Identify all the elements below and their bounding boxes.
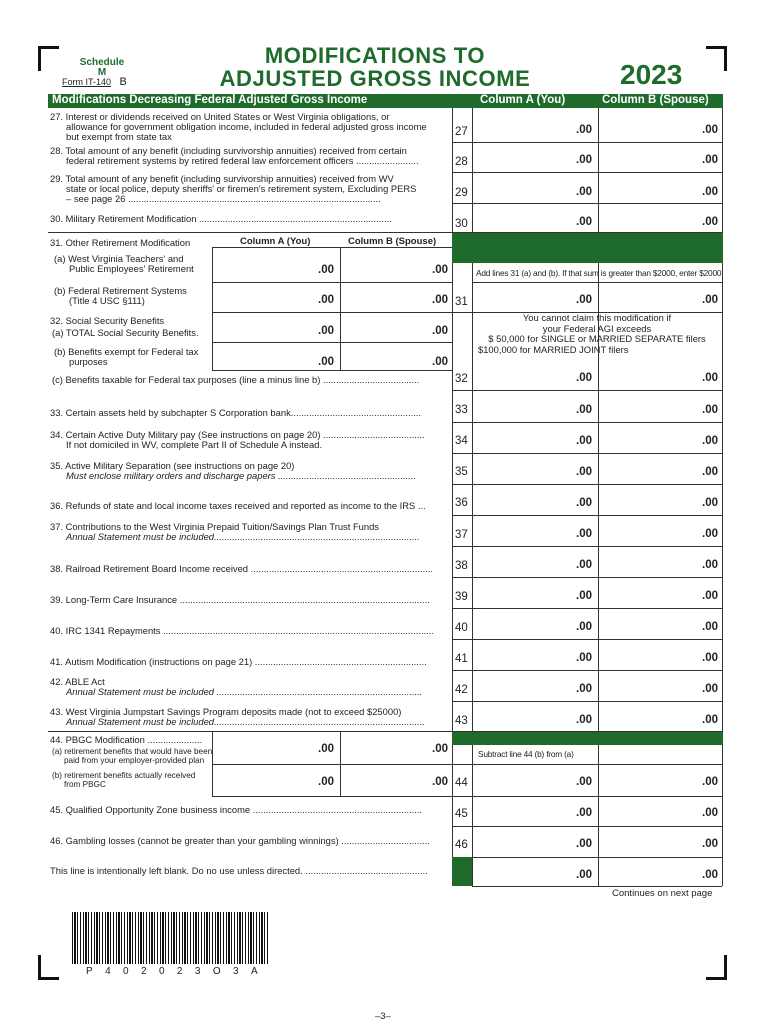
- line-33-text: 33. Certain assets held by subchapter S Corporation bank..................................................: [50, 408, 421, 418]
- line-35-text: [50, 461, 448, 481]
- line-36-col-a[interactable]: .00: [576, 497, 592, 509]
- line-44-col-a[interactable]: .00: [576, 776, 592, 788]
- line-27-col-a[interactable]: .00: [576, 124, 592, 136]
- line-42-text-2: Annual Statement must be included ...............................................................................: [66, 687, 423, 697]
- line-32-box-mid-rule: [212, 342, 452, 343]
- line-32-box-left: [212, 312, 213, 370]
- schedule-label: Schedule: [79, 57, 125, 68]
- line-31a-text-2: Public Employees' Retirement: [69, 263, 194, 274]
- line-30-col-a[interactable]: .00: [576, 216, 592, 228]
- rule-35: [452, 484, 722, 485]
- line-39-col-b[interactable]: .00: [702, 590, 718, 602]
- line-37-text: [50, 522, 448, 542]
- line-31-text: 31. Other Retirement Modification: [50, 237, 191, 248]
- line-31a-text: [54, 254, 194, 274]
- line-32-text: 32. Social Security Benefits: [50, 315, 165, 326]
- page-title: [200, 44, 550, 90]
- line-34-col-b[interactable]: .00: [702, 435, 718, 447]
- line-30-text: 30. Military Retirement Modification ..........................................................................: [50, 214, 392, 224]
- line-42-text: [50, 677, 448, 697]
- line-43-col-a[interactable]: .00: [576, 714, 592, 726]
- rule-36: [452, 515, 722, 516]
- rule-45: [452, 826, 722, 827]
- line-30-col-b[interactable]: .00: [702, 216, 718, 228]
- line-34-text-2: If not domiciled in WV, complete Part II of Schedule A instead.: [66, 439, 323, 450]
- line-32b-text-1: (b) Benefits exempt for Federal tax: [54, 346, 199, 357]
- line-31a-text-1: (a) West Virginia Teachers' and: [54, 253, 184, 264]
- corner-mark-bottom-right: [706, 955, 727, 980]
- line-37-col-a[interactable]: .00: [576, 528, 592, 540]
- line-34-number: 34: [455, 435, 468, 447]
- rule-42: [452, 701, 722, 702]
- blank-line-text: This line is intentionally left blank. Do no use unless directed. ...............................................: [50, 866, 428, 876]
- line-34-text: [50, 430, 448, 450]
- line-42-col-b[interactable]: .00: [702, 683, 718, 695]
- line-28-col-b[interactable]: .00: [702, 154, 718, 166]
- line-34-text-1: 34. Certain Active Duty Military pay (See instructions on page 20) .......................................: [50, 430, 425, 440]
- line-32-note-4: $100,000 for MARRIED JOINT filers: [478, 343, 629, 355]
- line-40-col-a[interactable]: .00: [576, 621, 592, 633]
- line-37-number: 37: [455, 529, 468, 541]
- section-title: Modifications Decreasing Federal Adjusted Gross Income: [52, 94, 368, 106]
- rule-37: [452, 546, 722, 547]
- rule-39: [452, 608, 722, 609]
- line-44-col-b[interactable]: .00: [702, 776, 718, 788]
- line-32-note-2: your Federal AGI exceeds: [542, 322, 652, 334]
- line-37-col-b[interactable]: .00: [702, 528, 718, 540]
- line-40-number: 40: [455, 622, 468, 634]
- line-46-col-a[interactable]: .00: [576, 838, 592, 850]
- line-44a-col-b[interactable]: .00: [432, 743, 448, 755]
- page-number: –3–: [375, 1011, 391, 1022]
- line-31b-col-a[interactable]: .00: [318, 294, 334, 306]
- line-39-col-a[interactable]: .00: [576, 590, 592, 602]
- divider-column-a: [472, 108, 473, 886]
- b-label: B: [119, 76, 127, 88]
- line-31-note-rule: [472, 282, 722, 283]
- line-32-note-1: You cannot claim this modification if: [522, 312, 672, 323]
- line-31b-col-b[interactable]: .00: [432, 294, 448, 306]
- line-27-text: [50, 112, 450, 142]
- line-44b-text-2: from PBGC: [64, 780, 106, 789]
- divider-right-edge: [722, 108, 723, 886]
- line-27-text-2: allowance for government obligation income, included in federal adjusted gross income: [66, 121, 427, 132]
- line-31b-text: [54, 286, 187, 306]
- line-44-green-block: [452, 732, 723, 745]
- line-44b-text-1: (b) retirement benefits actually received: [52, 771, 196, 780]
- rule-28: [452, 172, 722, 173]
- line-31-col-a-header: Column A (You): [240, 236, 311, 247]
- line-31-box-top: [212, 247, 452, 248]
- line-32-box-mid: [340, 312, 341, 370]
- line-31-note: Add lines 31 (a) and (b). If that sum is greater than $2000, enter $2000: [476, 268, 722, 278]
- line-32b-text: [54, 347, 198, 367]
- blank-line-green-block: [452, 857, 472, 886]
- line-28-text: [50, 146, 450, 166]
- barcode: [72, 912, 268, 964]
- rule-44: [212, 796, 722, 797]
- line-44a-text: [52, 747, 212, 765]
- line-33-col-a[interactable]: .00: [576, 404, 592, 416]
- line-39-number: 39: [455, 591, 468, 603]
- rule-46: [452, 857, 722, 858]
- line-32-number: 32: [455, 373, 468, 385]
- line-44-note: Subtract line 44 (b) from (a): [478, 749, 574, 759]
- rule-32: [452, 390, 722, 391]
- section-header-bar: [48, 94, 723, 108]
- line-44-text: 44. PBGC Modification .....................: [50, 734, 203, 745]
- line-31-col-b[interactable]: .00: [702, 294, 718, 306]
- divider-line-number: [452, 108, 453, 886]
- line-35-text-2: Must enclose military orders and discharge papers .....................................................: [66, 471, 417, 481]
- line-35-col-b[interactable]: .00: [702, 466, 718, 478]
- line-28-text-2: federal retirement systems by retired federal law enforcement officers ........................: [66, 155, 419, 166]
- line-32a-col-b[interactable]: .00: [432, 325, 448, 337]
- line-44a-text-1: (a) retirement benefits that would have been: [52, 747, 213, 756]
- line-32b-text-2: purposes: [69, 356, 108, 367]
- line-35-number: 35: [455, 466, 468, 478]
- line-40-text: 40. IRC 1341 Repayments ........................................................................................................: [50, 626, 434, 636]
- line-37-text-1: 37. Contributions to the West Virginia Prepaid Tuition/Savings Plan Trust Funds: [50, 521, 379, 532]
- divider-column-b: [598, 108, 599, 886]
- line-37-text-2: Annual Statement must be included...............................................................................: [66, 532, 420, 542]
- line-36-number: 36: [455, 497, 468, 509]
- line-45-col-b[interactable]: .00: [702, 807, 718, 819]
- line-32b-col-b[interactable]: .00: [432, 356, 448, 368]
- line-31-green-block: [452, 233, 723, 263]
- line-29-col-a[interactable]: .00: [576, 186, 592, 198]
- line-31b-text-2: (Title 4 USC §111): [69, 295, 145, 306]
- line-43-text-2: Annual Statement must be included.................................................................................: [66, 717, 425, 727]
- line-31-box-mid-rule: [212, 282, 452, 283]
- line-29-text-2: state or local police, deputy sheriffs' or firemen's retirement system, Excluding PERS: [66, 183, 417, 194]
- line-28-col-a[interactable]: .00: [576, 154, 592, 166]
- line-41-col-b[interactable]: .00: [702, 652, 718, 664]
- line-34-col-a[interactable]: .00: [576, 435, 592, 447]
- title-line-1: MODIFICATIONS TO: [264, 43, 486, 68]
- line-45-number: 45: [455, 808, 468, 820]
- line-33-col-b[interactable]: .00: [702, 404, 718, 416]
- barcode-text: P402023O3A: [86, 966, 271, 977]
- line-30-number: 30: [455, 218, 468, 230]
- blank-line-col-a[interactable]: .00: [576, 869, 592, 881]
- line-36-text: 36. Refunds of state and local income taxes received and reported as income to the IRS ...: [50, 501, 426, 511]
- rule-34: [452, 453, 722, 454]
- line-43-col-b[interactable]: .00: [702, 714, 718, 726]
- line-33-number: 33: [455, 404, 468, 416]
- line-43-text: [50, 707, 448, 727]
- schedule-letter: M: [97, 67, 107, 78]
- line-29-col-b[interactable]: .00: [702, 186, 718, 198]
- line-32-note-3: $ 50,000 for SINGLE or MARRIED SEPARATE filers: [488, 333, 706, 344]
- corner-mark-top-right: [706, 46, 727, 71]
- line-41-text: 41. Autism Modification (instructions on page 21) ..................................................................: [50, 657, 427, 667]
- form-reference: [62, 76, 127, 88]
- column-b-header: Column B (Spouse): [602, 94, 709, 106]
- line-38-text: 38. Railroad Retirement Board Income received ......................................................................: [50, 564, 433, 574]
- schedule-label-block: [70, 58, 134, 78]
- blank-line-col-b[interactable]: .00: [702, 869, 718, 881]
- line-29-number: 29: [455, 187, 468, 199]
- line-32c-text: (c) Benefits taxable for Federal tax purposes (line a minus line b) .....................................: [52, 375, 420, 385]
- line-38-col-a[interactable]: .00: [576, 559, 592, 571]
- line-35-text-1: 35. Active Military Separation (see instructions on page 20): [50, 460, 295, 471]
- title-line-2: ADJUSTED GROSS INCOME: [219, 66, 531, 91]
- line-44b-col-a[interactable]: .00: [318, 776, 334, 788]
- line-42-number: 42: [455, 684, 468, 696]
- rule-40: [452, 639, 722, 640]
- line-44a-text-2: paid from your employer-provided plan: [64, 756, 205, 765]
- line-45-text: 45. Qualified Opportunity Zone business income .................................................................: [50, 805, 423, 815]
- line-44a-col-a[interactable]: .00: [318, 743, 334, 755]
- line-32-col-b[interactable]: .00: [702, 372, 718, 384]
- rule-41: [452, 670, 722, 671]
- line-44b-text: [52, 771, 195, 789]
- rule-bottom: [472, 886, 722, 887]
- line-28-number: 28: [455, 156, 468, 168]
- line-28-text-1: 28. Total amount of any benefit (including survivorship annuities) received from certain: [50, 145, 407, 156]
- line-27-col-b[interactable]: .00: [702, 124, 718, 136]
- line-31-col-a[interactable]: .00: [576, 294, 592, 306]
- line-31-col-b-header: Column B (Spouse): [348, 236, 437, 247]
- line-46-col-b[interactable]: .00: [702, 838, 718, 850]
- line-27-text-1: 27. Interest or dividends received on United States or West Virginia obligations, or: [50, 111, 390, 122]
- line-35-col-a[interactable]: .00: [576, 466, 592, 478]
- line-43-text-1: 43. West Virginia Jumpstart Savings Program deposits made (not to exceed $25000): [50, 706, 402, 717]
- line-29-text-3: – see page 26 .................................................................................................: [66, 193, 381, 204]
- line-38-number: 38: [455, 560, 468, 572]
- line-27-number: 27: [455, 126, 468, 138]
- line-32-box-bottom: [212, 370, 452, 371]
- tax-year: 2023: [620, 59, 683, 90]
- line-36-col-b[interactable]: .00: [702, 497, 718, 509]
- line-40-col-b[interactable]: .00: [702, 621, 718, 633]
- line-29-text: [50, 174, 450, 204]
- line-31-box-mid: [340, 247, 341, 313]
- corner-mark-top-left: [38, 46, 59, 71]
- line-39-text: 39. Long-Term Care Insurance ................................................................................................: [50, 595, 430, 605]
- line-41-col-a[interactable]: .00: [576, 652, 592, 664]
- line-27-text-3: but exempt from state tax: [66, 131, 172, 142]
- continues-note: Continues on next page: [612, 888, 713, 899]
- line-42-text-1: 42. ABLE Act: [50, 676, 105, 687]
- line-46-number: 46: [455, 839, 468, 851]
- form-ref-text: Form IT-140: [62, 77, 112, 87]
- line-46-text: 46. Gambling losses (cannot be greater than your gambling winnings) ..................................: [50, 836, 430, 846]
- line-41-number: 41: [455, 653, 468, 665]
- line-31a-col-b[interactable]: .00: [432, 264, 448, 276]
- line-42-col-a[interactable]: .00: [576, 683, 592, 695]
- line-31a-col-a[interactable]: .00: [318, 264, 334, 276]
- line-31-box-left: [212, 247, 213, 313]
- line-32-note: [474, 313, 720, 355]
- corner-mark-bottom-left: [38, 955, 59, 980]
- line-44-box-mid-rule: [212, 764, 722, 765]
- line-31-number: 31: [455, 296, 468, 308]
- line-43-number: 43: [455, 715, 468, 727]
- rule-29: [452, 203, 722, 204]
- line-32a-text: (a) TOTAL Social Security Benefits.: [52, 327, 199, 338]
- line-31b-text-1: (b) Federal Retirement Systems: [54, 285, 187, 296]
- rule-33: [452, 422, 722, 423]
- line-44-number: 44: [455, 777, 468, 789]
- column-a-header: Column A (You): [480, 94, 566, 106]
- line-29-text-1: 29. Total amount of any benefit (including survivorship annuities) received from WV: [50, 173, 394, 184]
- line-32b-col-a[interactable]: .00: [318, 356, 334, 368]
- line-44b-col-b[interactable]: .00: [432, 776, 448, 788]
- rule-38: [452, 577, 722, 578]
- line-32a-col-a[interactable]: .00: [318, 325, 334, 337]
- line-38-col-b[interactable]: .00: [702, 559, 718, 571]
- rule-27: [452, 142, 722, 143]
- line-45-col-a[interactable]: .00: [576, 807, 592, 819]
- line-32-col-a[interactable]: .00: [576, 372, 592, 384]
